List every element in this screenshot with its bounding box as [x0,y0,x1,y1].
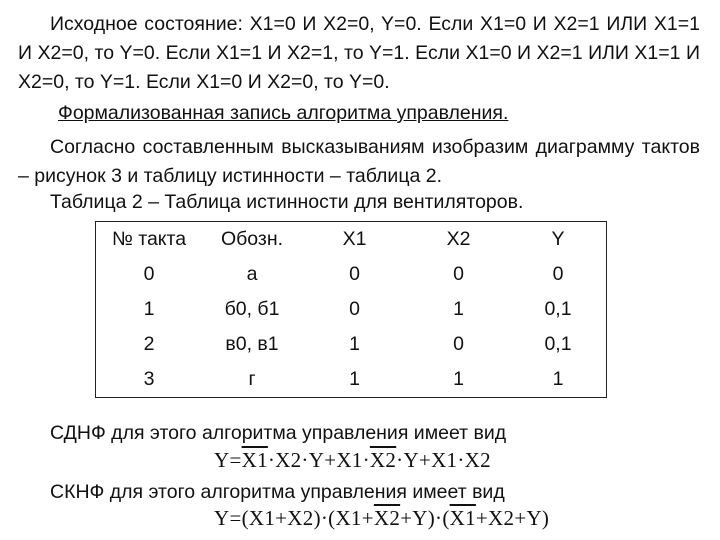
table-cell: а [246,263,258,285]
table-cell: 0,1 [510,327,607,362]
sknf-label: СКНФ для этого алгоритма управления имеет вид [50,481,505,503]
formula-negated-term: X2 [373,506,401,530]
table-row [96,327,607,362]
formula-part: +Y)·( [400,506,450,530]
formula-part: ·X2·Y+X1· [267,448,370,472]
sdnf-label: СДНФ для этого алгоритма управления имеет вид [50,422,507,444]
truth-table [95,221,607,398]
sdnf-formula [214,448,491,473]
description-paragraph: Согласно составленным высказываниям изобразим диаграмму тактов – рисунок 3 и таблицу истинности – таблица 2. [18,136,700,187]
formula-negated-term: X1 [449,506,476,530]
table-cell: 1 [302,362,407,398]
formula-part: +X2+Y) [475,506,550,530]
formula-part: Y= [214,448,242,472]
table-cell: 1 [510,362,607,398]
formula-negated-term: X1 [241,448,268,472]
header-cell: Обозн. [202,222,302,258]
table-cell: 0 [349,263,360,285]
table-cell: 0 [453,333,464,355]
table-row [96,292,607,327]
table-cell: 3 [96,362,203,398]
intro-paragraph: Исходное состояние: X1=0 И X2=0, Y=0. Если X1=0 И X2=1 ИЛИ X1=1 И X2=0, то Y=0. Если X1=1 И X2=1, то Y=1. Если X1=0 И X2=1 ИЛИ X1=1 И X2=0, то Y=1. Если X1=0 И X2=0, то Y=0. [18,13,700,93]
table-cell: 0 [510,257,607,292]
table-cell: 0 [453,263,464,285]
table-cell: 1 [96,292,203,327]
table-cell: 1 [407,362,510,398]
table-cell: в0, в1 [225,333,279,355]
header-cell: № такта [96,222,203,258]
header-cell: X2 [407,222,510,258]
formula-negated-term: X2 [369,448,397,472]
header-cell: Y [510,222,607,258]
table-cell: 1 [453,298,464,320]
table-cell: 2 [96,327,203,362]
table-row [96,257,607,292]
table-cell: б0, б1 [224,298,280,320]
table-cell: 0 [349,298,360,320]
table-cell: 0 [96,257,203,292]
table-caption: Таблица 2 – Таблица истинности для вентиляторов. [50,191,524,213]
header-cell: X1 [302,222,407,258]
section-heading: Формализованная запись алгоритма управления. [58,102,509,124]
table-row [96,362,607,398]
table-cell: 1 [349,333,360,355]
table-cell: 0,1 [510,292,607,327]
formula-part: Y=(X1+X2)·(X1+ [214,506,374,530]
table-header-row [96,222,607,258]
formula-part: ·Y+X1·X2 [396,448,491,472]
table-cell: г [202,362,302,398]
sknf-formula [214,506,549,531]
